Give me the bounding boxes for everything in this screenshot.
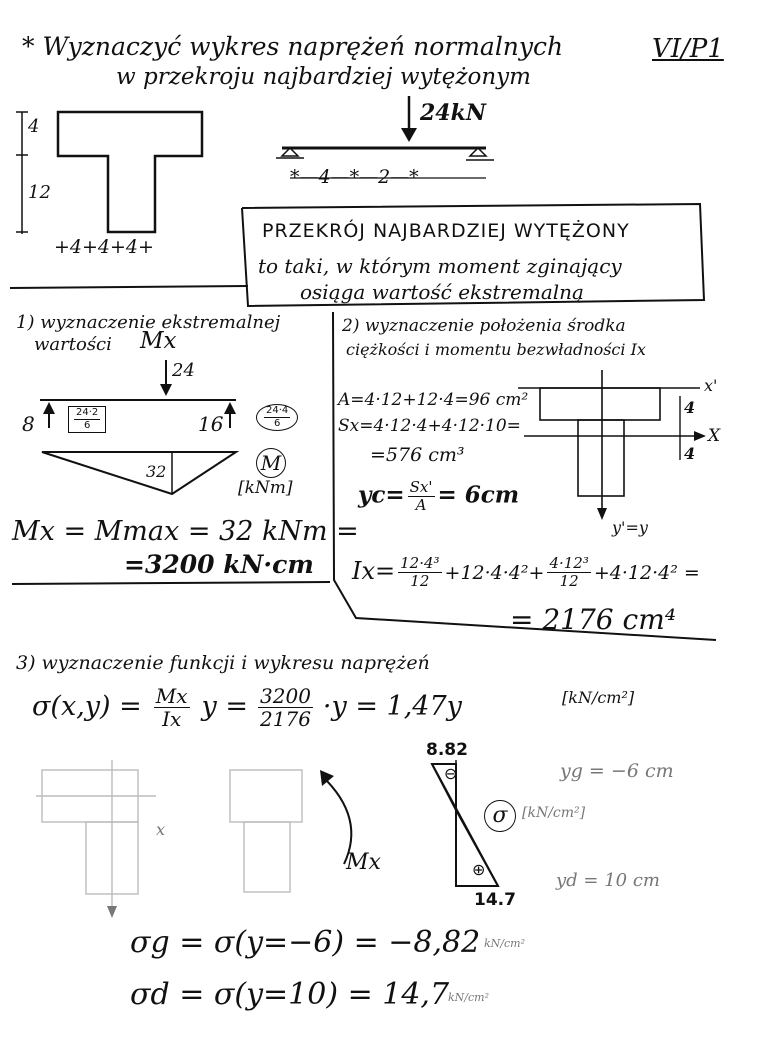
static-moment-result: =576 cm³	[370, 444, 465, 466]
part2-heading-2: ciężkości i momentu bezwładności Ix	[346, 340, 646, 359]
inertia-t1-den: 12	[410, 572, 430, 590]
stress-function	[32, 686, 462, 729]
stress-top-result: σg = σ(y=−6) = −8,82	[130, 925, 481, 960]
stress-diagram-unit: [kN/cm²]	[522, 805, 586, 821]
compression-sign: ⊖	[444, 764, 458, 783]
reaction-left: 8	[22, 412, 35, 436]
axis-x: X	[708, 426, 721, 446]
static-moment-formula: Sx=4·12·4+4·12·10=	[338, 416, 521, 436]
dim-flange-height: 4	[28, 116, 40, 137]
part3-heading: 3) wyznaczenie funkcji i wykresu naprężeń	[16, 652, 430, 674]
stress-top-unit: kN/cm²	[484, 937, 525, 950]
stress-bottom-unit: kN/cm²	[448, 991, 489, 1004]
stress-frac1-num: Mx	[155, 684, 188, 708]
centroid-label: yc=	[358, 481, 405, 509]
page-label: VI/P1	[652, 34, 724, 64]
dim-widths: +4+4+4+	[54, 236, 154, 258]
title-line-2: w przekroju najbardziej wytężonym	[116, 64, 531, 90]
definition-line-3: osiąga wartość ekstremalną	[300, 280, 584, 304]
part1-result-line-2: =3200 kN·cm	[124, 550, 314, 579]
moment-diagram-symbol: M	[256, 448, 286, 478]
inertia-result: = 2176 cm⁴	[510, 603, 676, 636]
reaction-right-calc-den: 6	[273, 418, 281, 429]
inertia-t1-num: 12·4³	[400, 554, 440, 572]
centroid-den: A	[415, 496, 427, 514]
stress-symbol-circle: σ	[484, 800, 516, 832]
moment-max-value: 32	[146, 462, 167, 481]
stress-bottom-result: σd = σ(y=10) = 14,7	[130, 977, 450, 1012]
area-formula: A=4·12+12·4=96 cm²	[338, 390, 529, 410]
top-fiber-note: yg = −6 cm	[560, 760, 674, 782]
inertia-label: Ix=	[352, 557, 396, 585]
stress-frac1-den: Ix	[162, 707, 182, 731]
stress-frac2-den: 2176	[260, 707, 311, 731]
reaction-right-calc	[256, 404, 298, 431]
stress-top-value: 8.82	[426, 740, 468, 760]
axis-x-prime: x'	[704, 376, 718, 395]
dim-offset-bottom: 4	[684, 444, 696, 463]
inertia-t3-den: 12	[559, 572, 579, 590]
definition-line-2: to taki, w którym moment zginający	[258, 254, 622, 278]
stress-bottom-value: 14.7	[474, 890, 516, 910]
reaction-left-calc	[68, 406, 106, 433]
reaction-right-calc-num: 24·4	[266, 405, 289, 416]
stress-lhs: σ(x,y) =	[32, 691, 142, 722]
part1-load: 24	[172, 360, 195, 381]
axis-y: y'=y	[612, 518, 648, 537]
centroid-result: = 6cm	[437, 481, 520, 509]
moment-diagram-unit: [kNm]	[238, 478, 293, 498]
beam-spans: *—4—*—2—*	[290, 166, 419, 188]
inertia-t3-num: 4·12³	[549, 554, 589, 572]
definition-title: PRZEKRÓJ NAJBARDZIEJ WYTĘŻONY	[262, 220, 630, 242]
section-axis-x: x	[156, 820, 166, 839]
stress-rhs: ·y = 1,47y	[322, 691, 462, 722]
inertia-t2: +12·4·4²+	[444, 562, 545, 584]
stress-mid: y =	[201, 691, 249, 722]
reaction-left-calc-den: 6	[83, 420, 91, 431]
part2-heading-1: 2) wyznaczenie położenia środka	[342, 316, 626, 336]
title-line-1: * Wyznaczyć wykres naprężeń normalnych	[22, 32, 564, 61]
reaction-left-calc-num: 24·2	[76, 407, 99, 418]
part1-heading-1: 1) wyznaczenie ekstremalnej	[16, 312, 281, 333]
dim-web-height: 12	[28, 182, 51, 203]
part1-result-line-1: Mx = Mmax = 32 kNm =	[12, 516, 359, 547]
stress-unit: [kN/cm²]	[562, 688, 635, 707]
beam-load-label: 24kN	[420, 100, 486, 126]
centroid-formula	[358, 480, 519, 513]
reaction-right: 16	[198, 412, 224, 436]
tension-sign: ⊕	[472, 860, 486, 879]
inertia-formula	[352, 556, 700, 589]
centroid-num: Sx'	[409, 478, 433, 496]
dim-offset-top: 4	[684, 398, 696, 417]
inertia-t4: +4·12·4² =	[593, 562, 700, 584]
part1-heading-symbol: Mx	[140, 328, 177, 354]
bottom-fiber-note: yd = 10 cm	[556, 870, 660, 891]
stress-frac2-num: 3200	[260, 684, 311, 708]
moment-arrow-label: Mx	[346, 850, 381, 875]
part1-heading-2: wartości	[34, 334, 112, 355]
